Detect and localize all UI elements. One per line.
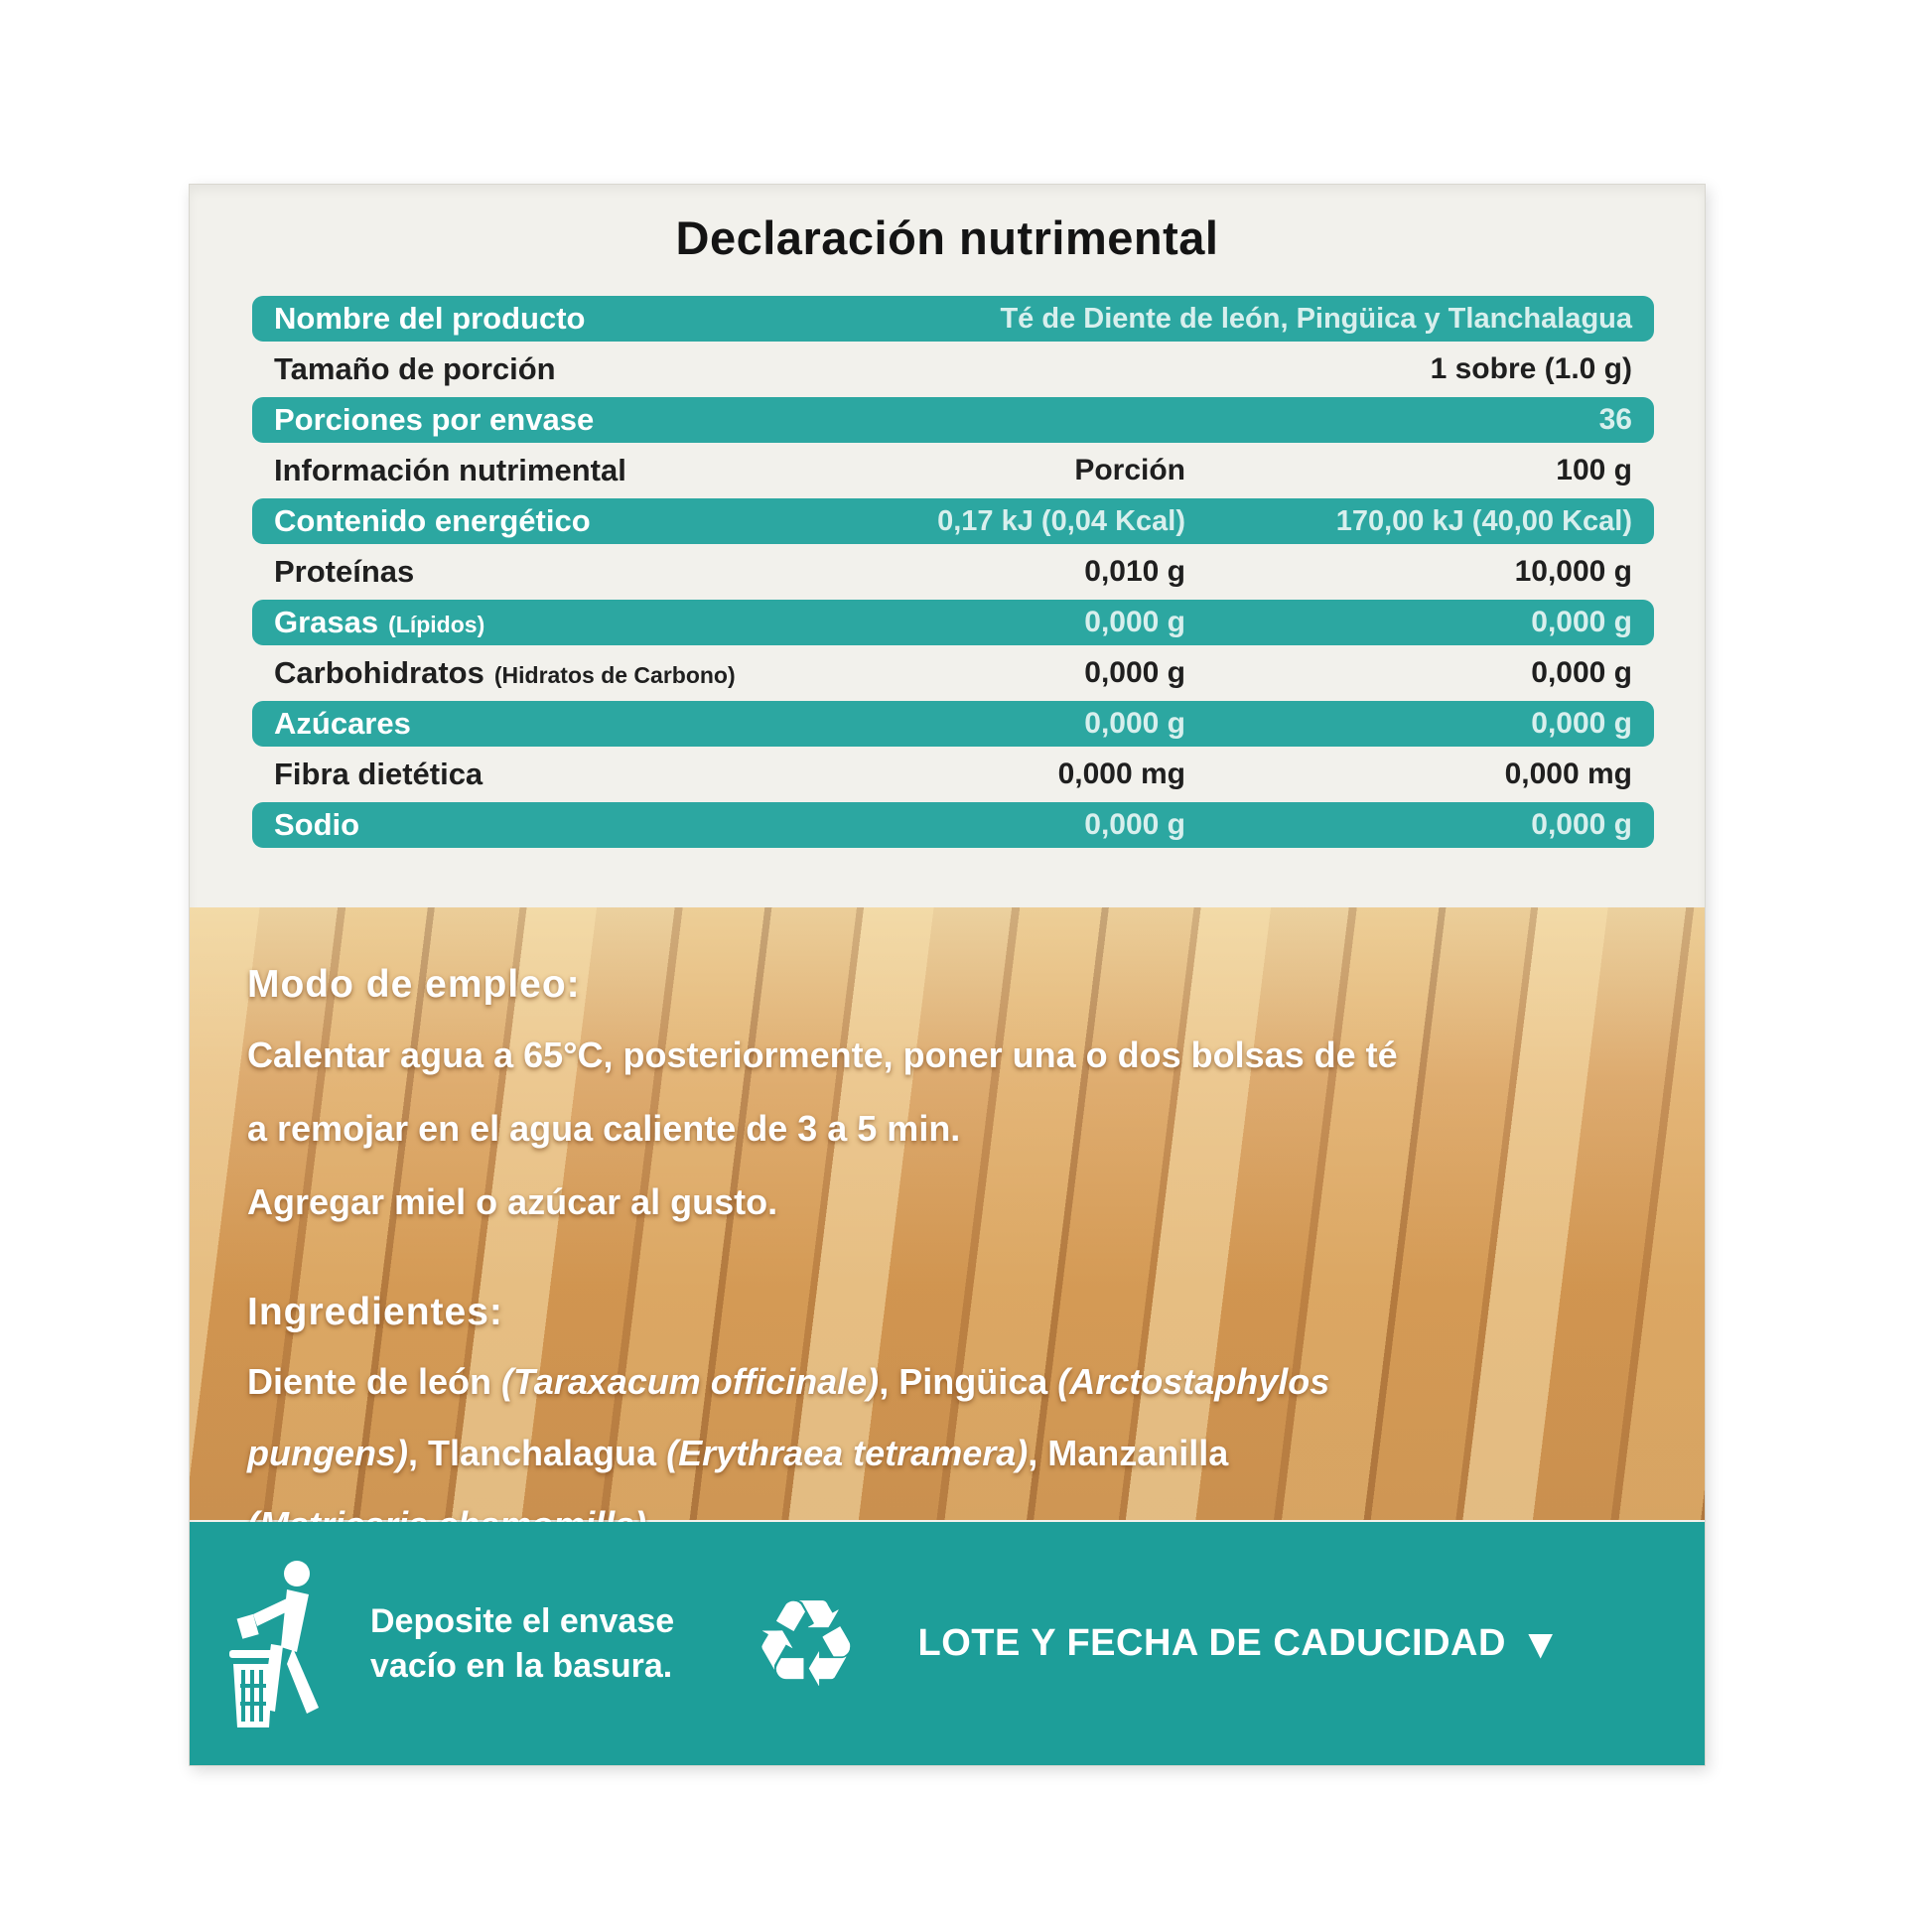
row-value: Té de Diente de león, Pingüica y Tlanchalagua [1000, 302, 1632, 335]
table-row-info-header [252, 448, 1654, 493]
row-value-portion: 0,000 g [1084, 656, 1185, 689]
ingredient-name: Diente de león [247, 1361, 502, 1402]
row-label-note: (Lípidos) [388, 612, 485, 637]
usage-instructions: Calentar agua a 65°C, posteriormente, poner una o dos bolsas de té a remojar en el agua caliente de 3 a 5 min. [247, 1035, 1398, 1149]
bottom-teal-band [190, 1522, 1705, 1765]
row-label-text: Carbohidratos [274, 655, 484, 690]
row-label [274, 706, 848, 742]
ingredient-name: Manzanilla [1047, 1433, 1229, 1473]
row-label-text: Nombre del producto [274, 301, 586, 336]
ingredient-scientific-name: (Erythraea tetramera) [666, 1433, 1029, 1473]
row-label-note: (Hidratos de Carbono) [493, 662, 736, 688]
separator: , [1028, 1433, 1048, 1473]
row-value-100g: 0,000 mg [1504, 758, 1632, 790]
row-value-portion: 0,17 kJ (0,04 Kcal) [937, 504, 1185, 537]
separator: , [407, 1433, 428, 1473]
ingredients-heading: Ingredientes: [247, 1291, 503, 1333]
row-label-text: Grasas [274, 605, 379, 639]
row-label-text: Proteínas [274, 554, 415, 589]
table-row-energy [252, 498, 1654, 544]
row-value-portion: 0,000 g [1084, 707, 1185, 740]
row-value-100g: 0,000 g [1531, 606, 1632, 638]
row-value-100g: 36 [1598, 403, 1632, 436]
row-label-text: Sodio [274, 807, 360, 842]
row-value-100g: 0,000 g [1531, 656, 1632, 689]
table-row-fat [252, 600, 1654, 645]
row-label [274, 453, 848, 488]
row-label-text: Información nutrimental [274, 453, 626, 487]
panel-title: Declaración nutrimental [675, 211, 1219, 264]
table-row-fiber [252, 752, 1654, 797]
row-label [274, 503, 848, 539]
row-label-text: Porciones por envase [274, 402, 595, 437]
table-row-serving-size [252, 346, 1654, 392]
table-row-sodium [252, 802, 1654, 848]
row-value-100g: 170,00 kJ (40,00 Kcal) [1335, 504, 1632, 537]
row-value-100g: 0,000 g [1531, 808, 1632, 841]
table-row-servings-per-pack [252, 397, 1654, 443]
recycle-icon: ♻ [752, 1576, 861, 1712]
table-row-sugars [252, 701, 1654, 747]
column-header-100g: 100 g [1556, 454, 1632, 486]
dispose-line-1: Deposite el envase [370, 1601, 675, 1640]
tea-box-back-panel [189, 184, 1706, 1766]
row-label [274, 301, 840, 337]
row-label [274, 402, 848, 438]
row-label-text: Tamaño de porción [274, 351, 556, 386]
column-header-portion: Porción [1074, 454, 1185, 486]
usage-heading: Modo de empleo: [247, 963, 581, 1006]
ingredient-name: Pingüica [898, 1361, 1058, 1402]
row-value-portion: 0,000 g [1084, 808, 1185, 841]
row-value-portion: 0,010 g [1084, 555, 1185, 588]
row-label [274, 554, 848, 590]
table-row-protein [252, 549, 1654, 595]
row-label [274, 351, 848, 387]
row-label [274, 757, 848, 792]
row-label-text: Azúcares [274, 706, 411, 741]
lot-expiry-label: LOTE Y FECHA DE CADUCIDAD [917, 1622, 1506, 1664]
table-row-carbs [252, 650, 1654, 696]
tidyman-trash-icon [229, 1557, 341, 1730]
row-value-portion: 0,000 g [1084, 606, 1185, 638]
row-value-100g: 0,000 g [1531, 707, 1632, 740]
row-label [274, 655, 848, 691]
row-label-text: Fibra dietética [274, 757, 483, 791]
wood-texture-section [190, 907, 1705, 1520]
ingredient-scientific-name: (Taraxacum officinale) [501, 1361, 880, 1402]
row-value-portion: 0,000 mg [1057, 758, 1185, 790]
triangle-down-icon: ▼ [1519, 1619, 1562, 1667]
dispose-line-2: vacío en la basura. [370, 1646, 673, 1685]
nutrition-table [252, 296, 1654, 853]
wood-text-block [190, 907, 1705, 1561]
ingredient-name: Tlanchalagua [428, 1433, 667, 1473]
ingredient-scientific-name: (Arctostaphylos pungens) [247, 1361, 1330, 1473]
row-label [274, 807, 848, 843]
separator: , [879, 1361, 899, 1402]
row-label [274, 605, 848, 640]
row-label-text: Contenido energético [274, 503, 591, 538]
row-value-100g: 1 sobre (1.0 g) [1430, 352, 1632, 385]
dispose-text [370, 1599, 674, 1689]
usage-instructions-2: Agregar miel o azúcar al gusto. [247, 1181, 778, 1222]
table-row-product-name [252, 296, 1654, 342]
row-value-100g: 10,000 g [1514, 555, 1632, 588]
